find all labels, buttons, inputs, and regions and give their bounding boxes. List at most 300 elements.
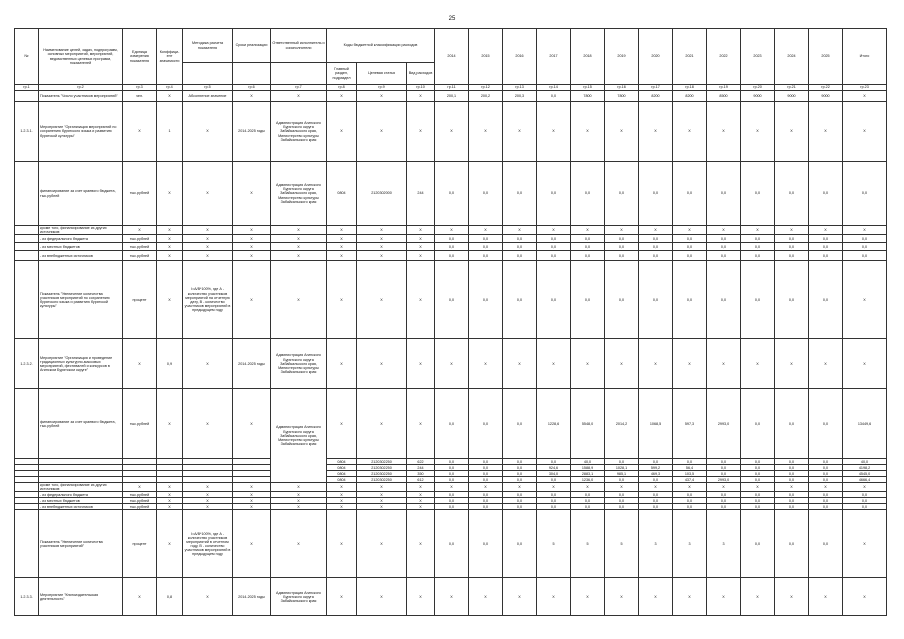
budget-table [14,28,887,616]
table-cell: 0,0 [775,389,809,459]
table-cell: 437,4 [673,477,707,483]
table-cell: X [183,235,233,243]
table-cell: 0,0 [537,477,571,483]
table-cell: 0,0 [707,251,741,261]
table-cell: X [571,483,605,492]
group-number-cell: гр.2 [39,85,123,91]
table-cell: X [435,578,469,616]
row-name-cell: - из федерального бюджета [39,492,123,498]
table-cell: X [537,483,571,492]
table-cell: 0,0 [673,251,707,261]
table-cell: процент [123,510,157,578]
table-cell: 2120302250 [357,459,407,465]
table-cell [15,510,39,578]
table-cell: 0,0 [605,498,639,504]
table-cell: 8200 [639,91,673,102]
table-cell: 1236,0 [571,477,605,483]
table-cell: 0,0 [707,235,741,243]
table-cell: X [843,510,887,578]
table-cell: 0,0 [707,261,741,339]
table-cell: X [809,483,843,492]
table-cell: 0,8 [157,578,183,616]
table-cell: 0,0 [775,465,809,471]
table-cell: X [271,498,327,504]
table-cell: X [357,226,407,235]
header-blank [271,63,327,85]
table-cell: X [407,483,435,492]
table-cell: X [407,251,435,261]
table-cell: 40,0 [843,459,887,465]
table-cell: 5 [571,510,605,578]
table-cell: 200,2 [469,91,503,102]
table-cell: X [741,339,775,389]
table-cell: X [707,483,741,492]
table-cell: X [183,162,233,226]
table-cell: X [843,226,887,235]
table-cell: 2883,1 [571,471,605,477]
header-year: 2023 [741,29,775,85]
table-cell: 0,0 [435,251,469,261]
table-cell: X [469,483,503,492]
table-cell: 0,0 [605,235,639,243]
row-name-cell: Мероприятие "Книгоиздательская деятельность" [39,578,123,616]
table-cell: 0,0 [571,492,605,498]
table-cell: X [327,504,357,510]
table-cell: 0,0 [809,504,843,510]
table-cell: X [327,102,357,162]
table-cell: X [809,578,843,616]
table-cell: 0,0 [809,162,843,226]
table-cell: X [435,102,469,162]
table-cell: X [233,235,271,243]
table-cell: X [157,162,183,226]
table-cell: 0,0 [673,504,707,510]
table-cell: 0,0 [809,465,843,471]
table-cell: X [639,339,673,389]
table-cell: 200,3 [503,91,537,102]
table-cell: X [271,504,327,510]
table-cell: X [271,251,327,261]
table-cell: X [183,339,233,389]
table-cell: 1 [157,102,183,162]
table-cell: X [183,483,233,492]
table-cell: X [571,578,605,616]
row-name-cell: финансирование за счет краевого бюджета, тыс.рублей [39,389,123,459]
table-cell: X [327,261,357,339]
table-cell [15,162,39,226]
table-cell: 2120302250 [357,465,407,471]
table-cell: 1028,1 [605,465,639,471]
table-cell: 2120302250 [357,471,407,477]
table-cell: X [157,483,183,492]
table-cell: 0,0 [809,251,843,261]
table-cell: X [605,339,639,389]
table-cell: 0,0 [537,162,571,226]
table-cell: X [407,243,435,251]
table-cell: X [407,578,435,616]
table-cell: X [233,498,271,504]
table-cell: X [327,251,357,261]
table-cell: 0,0 [775,235,809,243]
table-cell: X [639,578,673,616]
table-cell: X [157,91,183,102]
table-cell [15,389,39,459]
table-cell: X [775,226,809,235]
header-year: 2016 [503,29,537,85]
table-cell: 0,0 [639,498,673,504]
table-cell: 2120302250 [357,477,407,483]
table-cell [15,251,39,261]
table-cell: 0,0 [775,498,809,504]
table-cell: X [407,102,435,162]
table-cell: 0,0 [469,162,503,226]
table-cell: 0,0 [741,465,775,471]
table-cell: 0,0 [469,261,503,339]
group-number-cell: гр.15 [571,85,605,91]
table-cell: 0,0 [503,477,537,483]
table-cell: 0,0 [775,251,809,261]
table-cell [15,235,39,243]
table-cell: X [357,91,407,102]
table-cell: 0,0 [843,504,887,510]
table-cell: 0,0 [605,261,639,339]
table-cell: 0,0 [673,492,707,498]
table-cell: 0,0 [503,504,537,510]
table-cell: 0,0 [741,510,775,578]
table-cell: X [271,261,327,339]
table-cell: 1068,5 [639,389,673,459]
group-number-cell: гр.14 [537,85,571,91]
table-cell: 0,0 [673,459,707,465]
table-cell: 0,0 [741,492,775,498]
table-cell: X [843,91,887,102]
table-cell: 0,0 [843,243,887,251]
table-cell: 0,0 [571,235,605,243]
table-cell: 5 [537,510,571,578]
table-cell: X [357,102,407,162]
table-cell: X [157,235,183,243]
table-cell: 0,0 [673,162,707,226]
table-cell: X [233,504,271,510]
table-cell: X [271,483,327,492]
table-cell: 612 [407,477,435,483]
table-cell: X [843,339,887,389]
table-cell: 0804 [327,477,357,483]
table-cell: X [843,578,887,616]
table-cell [15,226,39,235]
table-cell: 8200 [673,91,707,102]
table-cell: 0,0 [435,477,469,483]
table-cell: X [183,492,233,498]
table-cell: X [123,102,157,162]
table-cell: 0,0 [741,498,775,504]
row-name-cell: - из местных бюджетов [39,243,123,251]
header-code-target: Целевая статья [357,63,407,85]
table-cell: 3 [673,510,707,578]
table-cell: 244 [407,465,435,471]
row-name-cell: - из местных бюджетов [39,498,123,504]
table-cell: 0,0 [673,235,707,243]
table-cell: 40,0 [571,459,605,465]
table-cell: X [357,389,407,459]
table-cell: 0,0 [741,251,775,261]
table-cell: X [357,504,407,510]
table-cell: X [843,102,887,162]
table-cell: X [639,483,673,492]
table-cell: X [271,235,327,243]
table-cell: 0,0 [503,243,537,251]
table-cell: X [157,498,183,504]
header-year: 2024 [775,29,809,85]
table-cell: X [357,492,407,498]
table-cell: тыс.рублей [123,243,157,251]
table-cell: 0,0 [741,162,775,226]
table-cell: X [469,102,503,162]
header-codes: Коды бюджетной классификации расходов [327,29,435,63]
table-cell: 0,0 [741,243,775,251]
table-cell: 0,0 [809,235,843,243]
table-cell: 0,0 [469,459,503,465]
group-number-cell: гр.8 [327,85,357,91]
table-cell: Абсолютное значение [183,91,233,102]
table-cell: X [435,226,469,235]
table-cell: 9000 [741,91,775,102]
table-cell: 0,0 [537,235,571,243]
table-row [15,483,887,492]
table-cell: X [741,483,775,492]
table-cell: 597,3 [673,389,707,459]
table-cell: 1228,6 [537,389,571,459]
table-cell: X [357,578,407,616]
table-cell: X [183,226,233,235]
header-name: Наименование целей, задач, подпрограмм, основных мероприятий, мероприятий, ведомственных целевых программ, показателей [39,29,123,85]
table-cell: 0,0 [571,243,605,251]
table-cell: X [233,492,271,498]
table-cell: 924,6 [537,465,571,471]
header-resp: Ответственный исполнитель и соисполнители [271,29,327,63]
table-cell: X [537,226,571,235]
table-cell: X [809,339,843,389]
table-cell: X [157,510,183,578]
table-cell: X [233,243,271,251]
row-name-cell: - из внебюджетных источников [39,504,123,510]
group-number-cell: гр.9 [357,85,407,91]
header-coef: Коэффици-ент значимости [157,29,183,85]
group-number-cell: гр.23 [843,85,887,91]
table-cell: 0,0 [469,498,503,504]
table-cell: X [775,102,809,162]
table-cell: X [233,91,271,102]
row-name-cell: - из внебюджетных источников [39,251,123,261]
table-cell [15,261,39,339]
table-cell: 0,0 [503,498,537,504]
table-cell: X [605,483,639,492]
table-cell: 0,0 [741,459,775,465]
table-cell: 0,0 [435,235,469,243]
row-name-cell: кроме того, финансирование из других источников: [39,483,123,492]
table-cell: X [673,578,707,616]
table-cell: X [775,578,809,616]
table-cell: 0,0 [673,498,707,504]
table-cell: X [741,102,775,162]
table-cell: 0,0 [435,465,469,471]
table-row [15,578,887,616]
table-row [15,226,887,235]
table-cell: 0,0 [435,459,469,465]
table-cell: 9000 [775,91,809,102]
table-cell: X [503,339,537,389]
table-row [15,339,887,389]
table-cell: 0,0 [605,477,639,483]
table-cell: 469,3 [639,471,673,477]
table-cell: X [123,483,157,492]
table-cell: тыс.рублей [123,389,157,459]
table-cell: 0,0 [571,504,605,510]
table-cell: X [571,102,605,162]
table-row [15,243,887,251]
table-cell: 0,0 [503,459,537,465]
table-cell: 0,0 [537,251,571,261]
table-cell: 0,0 [741,235,775,243]
header-year: 2025 [809,29,843,85]
table-cell: 0804 [327,162,357,226]
row-name-cell: кроме того, финансирование из других источников: [39,226,123,235]
table-cell: X [407,226,435,235]
table-cell: 0,0 [605,243,639,251]
table-cell: X [183,389,233,459]
table-cell: 0,0 [605,492,639,498]
table-cell: 350 [407,471,435,477]
table-cell: 0,0 [809,510,843,578]
table-cell: 0,0 [469,465,503,471]
table-row [15,162,887,226]
table-cell: X [741,578,775,616]
table-cell: X [271,226,327,235]
table-cell: 0,0 [469,504,503,510]
table-cell: X [357,483,407,492]
table-cell: X [407,389,435,459]
header-year: 2018 [571,29,605,85]
table-cell: 0,0 [605,162,639,226]
table-cell: X [183,102,233,162]
table-cell: 0,0 [503,389,537,459]
table-cell: X [357,243,407,251]
table-cell: 0,0 [469,492,503,498]
table-cell: 2993,0 [707,477,741,483]
table-cell: 200,1 [435,91,469,102]
table-cell: X [157,261,183,339]
table-cell: Администрация Агинского Бурятского округа Забайкальского края, Министерство культуры Забайкальского края [271,339,327,389]
group-number-cell: гр.18 [673,85,707,91]
table-cell: тыс.рублей [123,498,157,504]
header-blank [183,63,233,85]
table-cell: 622 [407,459,435,465]
table-cell: X [183,243,233,251]
table-cell: 0,0 [605,504,639,510]
group-number-cell: гр.7 [271,85,327,91]
table-cell: 0804 [327,459,357,465]
table-cell: X [407,91,435,102]
table-cell: X [357,498,407,504]
table-cell: 0,0 [707,498,741,504]
table-cell: 5 [605,510,639,578]
table-cell: X [407,235,435,243]
table-cell: X [157,243,183,251]
table-cell: 0,0 [775,261,809,339]
table-cell: X [435,483,469,492]
table-cell: X [327,243,357,251]
table-cell: X [843,483,887,492]
table-cell: X [809,102,843,162]
table-cell: 0,0 [503,261,537,339]
table-cell: 0,0 [503,251,537,261]
table-cell: 3 [639,510,673,578]
table-row [15,102,887,162]
header-no: № [15,29,39,85]
table-cell: 0,0 [435,510,469,578]
table-cell: X [673,102,707,162]
table-cell: 0,0 [537,504,571,510]
table-cell: 0,0 [503,492,537,498]
table-cell: 599,2 [639,465,673,471]
table-cell: Администрация Агинского Бурятского округа Забайкальского края, Министерство культуры Забайкальского края [271,389,327,483]
table-cell: 0,0 [469,477,503,483]
table-cell: X [537,578,571,616]
header-year: 2015 [469,29,503,85]
table-cell: X [327,91,357,102]
table-cell: 0,0 [809,498,843,504]
header-total: Итого [843,29,887,85]
group-number-cell: гр.20 [741,85,775,91]
table-cell: X [605,226,639,235]
table-cell: 0,0 [809,477,843,483]
table-cell: X [183,251,233,261]
table-cell: 4666,4 [843,477,887,483]
table-cell: 0,0 [673,243,707,251]
table-cell: X [469,339,503,389]
table-row [15,510,887,578]
table-cell: X [707,102,741,162]
table-cell: X [327,498,357,504]
table-cell: 0,0 [639,261,673,339]
table-cell: 0,0 [843,235,887,243]
table-cell: 0,0 [775,471,809,477]
table-cell: 56,4 [673,465,707,471]
table-cell: X [407,510,435,578]
table-cell: 0,0 [843,251,887,261]
table-cell: 0,0 [707,465,741,471]
table-cell: 0,0 [639,504,673,510]
table-cell: 0,0 [741,261,775,339]
group-number-cell: гр.3 [123,85,157,91]
table-cell: 0,0 [435,492,469,498]
table-cell: X [469,578,503,616]
table-cell: X [327,492,357,498]
table-cell: 0,0 [503,235,537,243]
header-term: Сроки реализации [233,29,271,63]
table-cell: 3 [707,510,741,578]
table-cell: I=A/B*100%, где А - количество участников мероприятий на отчетную дату, В - количество участников мероприятий в предыдущем году [183,261,233,339]
row-name-cell: Показатель "Увеличение количества участников мероприятий" [39,510,123,578]
table-cell: X [233,251,271,261]
group-number-cell: гр.13 [503,85,537,91]
table-cell: 0,0 [639,477,673,483]
table-cell: 0,0 [503,465,537,471]
table-cell: 0,0 [639,162,673,226]
table-cell: 1588,9 [571,465,605,471]
table-cell: процент [123,261,157,339]
group-number-cell: гр.1 [15,85,39,91]
